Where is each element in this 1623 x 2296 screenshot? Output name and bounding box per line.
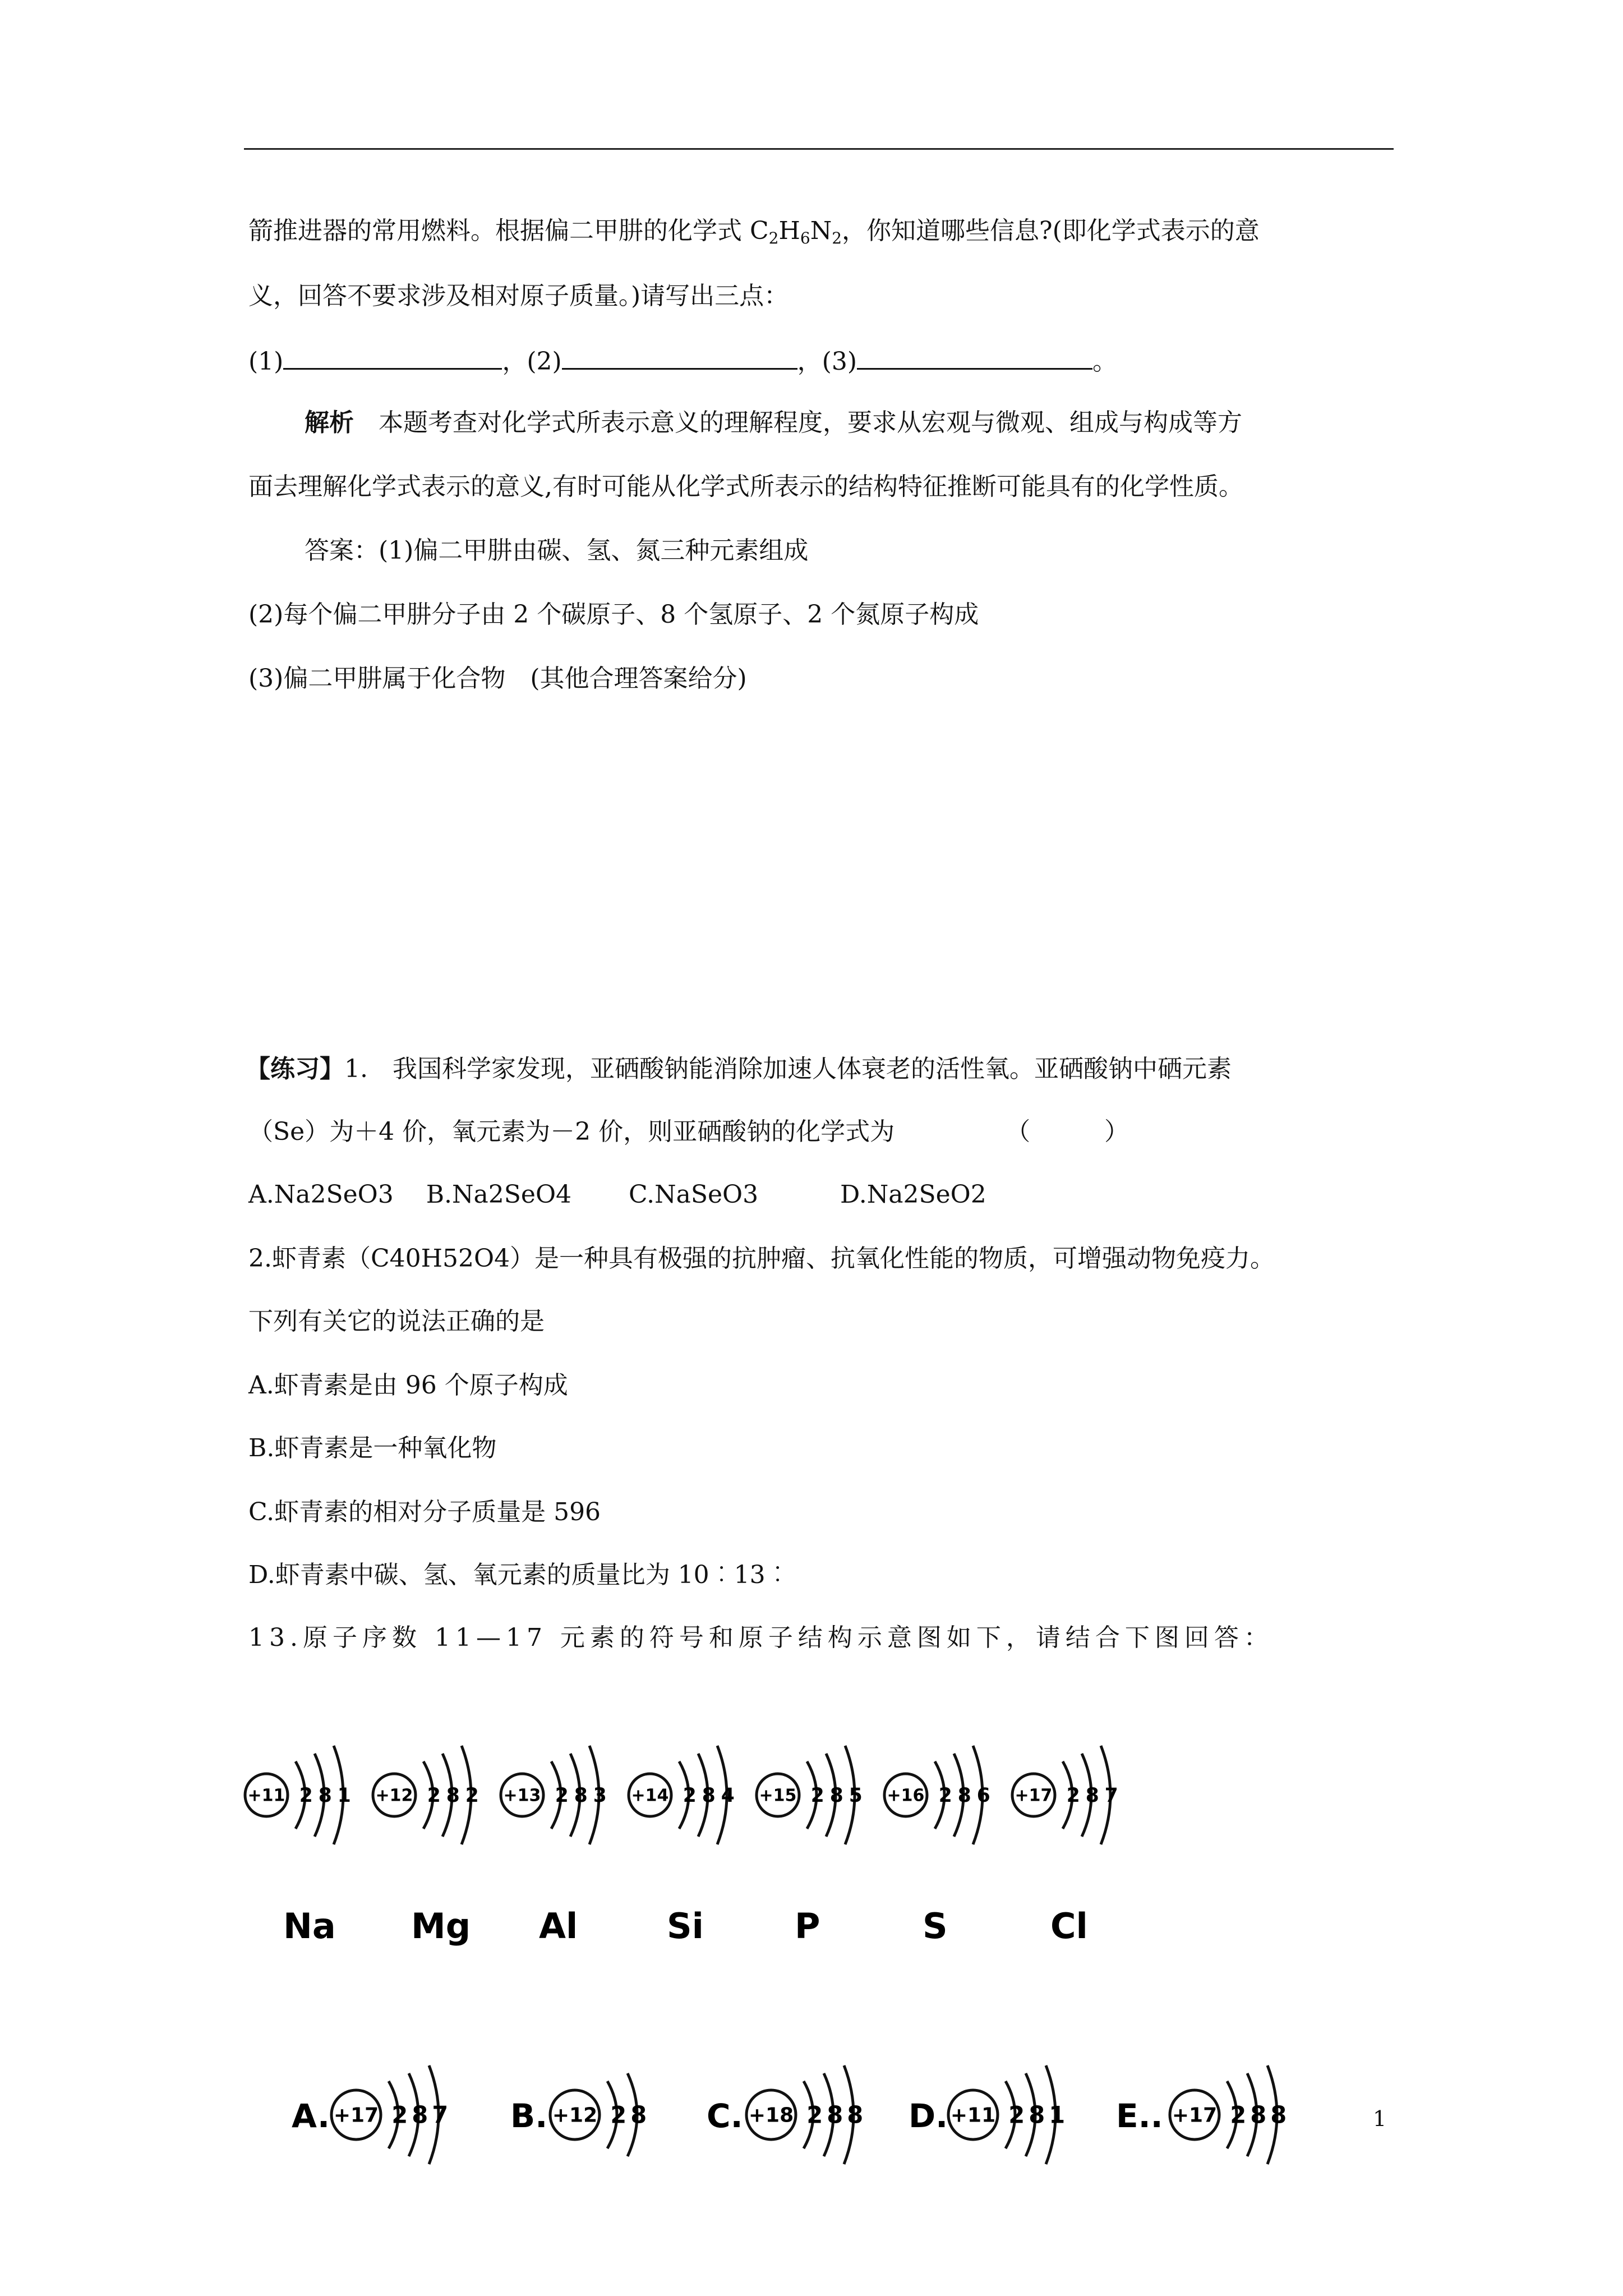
option-atom-shell-count: 8	[1270, 2101, 1287, 2129]
atom-si-shell-count: 2	[683, 1784, 697, 1807]
option-atom-shell-count: 2	[1008, 2101, 1025, 2129]
option-label: A.	[292, 2097, 330, 2135]
atom-p-shell-count: 8	[829, 1784, 843, 1807]
element-symbol: S	[923, 1906, 948, 1947]
option-atom-charge: +17	[1172, 2104, 1218, 2127]
option-label: D.	[909, 2097, 948, 2135]
element-symbol: Cl	[1050, 1906, 1088, 1947]
exercise-q2-line-1: 2.虾青素（C40H52O4）是一种具有极强的抗肿瘤、抗氧化性能的物质，可增强动物免疫力。	[248, 1244, 1275, 1273]
atom-mg-shell-count: 8	[446, 1784, 460, 1807]
blanks-line: (1) ，(2) ，(3) 。	[248, 343, 1117, 379]
exercise-q13: 13.原子序数 11—17 元素的符号和原子结构示意图如下，请结合下图回答：	[248, 1623, 1274, 1652]
option-atom-shell-count: 2	[806, 2101, 823, 2129]
element-symbol: Mg	[411, 1906, 471, 1947]
atom-s-shell-count: 2	[938, 1784, 952, 1807]
option-atom-shell-count: 8	[1250, 2101, 1267, 2129]
answer-line-2: (2)每个偏二甲肼分子由 2 个碳原子、8 个氢原子、2 个氮原子构成	[248, 600, 979, 629]
atom-mg-shell-count: 2	[427, 1784, 441, 1807]
exercise-q1-line-2: （Se）为＋4 价，氧元素为－2 价，则亚硒酸钠的化学式为 （ ）	[248, 1117, 1129, 1146]
atom-na-shell-count: 1	[337, 1784, 351, 1807]
page-number: 1	[1373, 2106, 1387, 2131]
header-rule	[244, 148, 1394, 150]
atom-p-charge: +15	[759, 1786, 797, 1806]
atom-na-charge: +11	[247, 1786, 285, 1806]
option-atom-shell-count: 8	[412, 2101, 428, 2129]
atom-si-shell-count: 8	[702, 1784, 716, 1807]
atom-si-shell-count: 4	[721, 1784, 735, 1807]
exercise-q1-line-1: 【练习】1. 我国科学家发现，亚硒酸钠能消除加速人体衰老的活性氧。亚硒酸钠中硒元素	[246, 1055, 1232, 1083]
exercise-q2-option-d: D.虾青素中碳、氢、氧元素的质量比为 10︰13︰	[248, 1561, 790, 1589]
exercise-q1-options: A.Na2SeO3 B.Na2SeO4 C.NaSeO3 D.Na2SeO2	[248, 1180, 986, 1209]
atom-al-shell-count: 3	[593, 1784, 607, 1807]
atom-al-shell-count: 8	[574, 1784, 588, 1807]
option-atom-charge: +12	[552, 2104, 598, 2127]
option-atom-charge: +17	[333, 2104, 379, 2127]
atom-p-shell-count: 5	[849, 1784, 863, 1807]
answer-line-3: (3)偏二甲肼属于化合物 (其他合理答案给分)	[248, 664, 747, 693]
option-label: E..	[1116, 2097, 1163, 2135]
element-symbol: Na	[283, 1906, 336, 1947]
atom-cl-shell-count: 2	[1066, 1784, 1080, 1807]
answer-blank-1[interactable]	[283, 343, 502, 370]
atom-s-shell-count: 6	[976, 1784, 990, 1807]
atom-mg-shell-count: 2	[465, 1784, 479, 1807]
option-atom-shell-count: 2	[610, 2101, 627, 2129]
exercise-q2-option-c: C.虾青素的相对分子质量是 596	[248, 1498, 601, 1526]
atom-al-shell-count: 2	[555, 1784, 569, 1807]
option-atom-shell-count: 2	[391, 2101, 408, 2129]
option-atom-shell-count: 1	[1049, 2101, 1066, 2129]
atom-si-charge: +14	[631, 1786, 669, 1806]
analysis-line-1: 解析 本题考查对化学式所表示意义的理解程度，要求从宏观与微观、组成与构成等方	[305, 408, 1242, 437]
element-symbol: P	[795, 1906, 820, 1947]
option-atom-charge: +11	[950, 2104, 996, 2127]
exercise-q2-option-b: B.虾青素是一种氧化物	[248, 1434, 497, 1462]
atom-al-charge: +13	[503, 1786, 541, 1806]
atom-mg-charge: +12	[375, 1786, 413, 1806]
atom-na-shell-count: 2	[299, 1784, 313, 1807]
atom-s-shell-count: 8	[957, 1784, 971, 1807]
option-atom-shell-count: 8	[827, 2101, 843, 2129]
intro-line-2: 义，回答不要求涉及相对原子质量。)请写出三点：	[248, 282, 789, 310]
intro-line-1: 箭推进器的常用燃料。根据偏二甲肼的化学式 $C_2H_6N_2$，你知道哪些信息?(即化学式表示的意	[248, 217, 1260, 247]
option-atom-shell-count: 8	[847, 2101, 864, 2129]
atom-cl-charge: +17	[1015, 1786, 1053, 1806]
analysis-line-2: 面去理解化学式表示的意义,有时可能从化学式所表示的结构特征推断可能具有的化学性质。	[248, 472, 1243, 501]
option-atom-shell-count: 8	[630, 2101, 647, 2129]
atom-cl-shell-count: 7	[1104, 1784, 1118, 1807]
exercise-q2-option-a: A.虾青素是由 96 个原子构成	[248, 1371, 568, 1400]
atom-s-charge: +16	[887, 1786, 925, 1806]
option-atom-shell-count: 7	[432, 2101, 449, 2129]
atom-structure-diagrams	[241, 1683, 1419, 2277]
answer-blank-3[interactable]	[857, 343, 1092, 370]
option-atom-shell-count: 8	[1029, 2101, 1045, 2129]
answer-line-1: 答案：(1)偏二甲肼由碳、氢、氮三种元素组成	[305, 536, 809, 565]
element-symbol: Al	[539, 1906, 578, 1947]
option-label: B.	[510, 2097, 548, 2135]
exercise-q2-line-2: 下列有关它的说法正确的是	[248, 1307, 545, 1336]
answer-blank-2[interactable]	[562, 343, 797, 370]
atom-na-shell-count: 8	[318, 1784, 332, 1807]
atom-cl-shell-count: 8	[1085, 1784, 1099, 1807]
element-symbol: Si	[667, 1906, 704, 1947]
atom-p-shell-count: 2	[810, 1784, 824, 1807]
option-atom-shell-count: 2	[1230, 2101, 1247, 2129]
option-atom-charge: +18	[748, 2104, 794, 2127]
option-label: C.	[707, 2097, 743, 2135]
